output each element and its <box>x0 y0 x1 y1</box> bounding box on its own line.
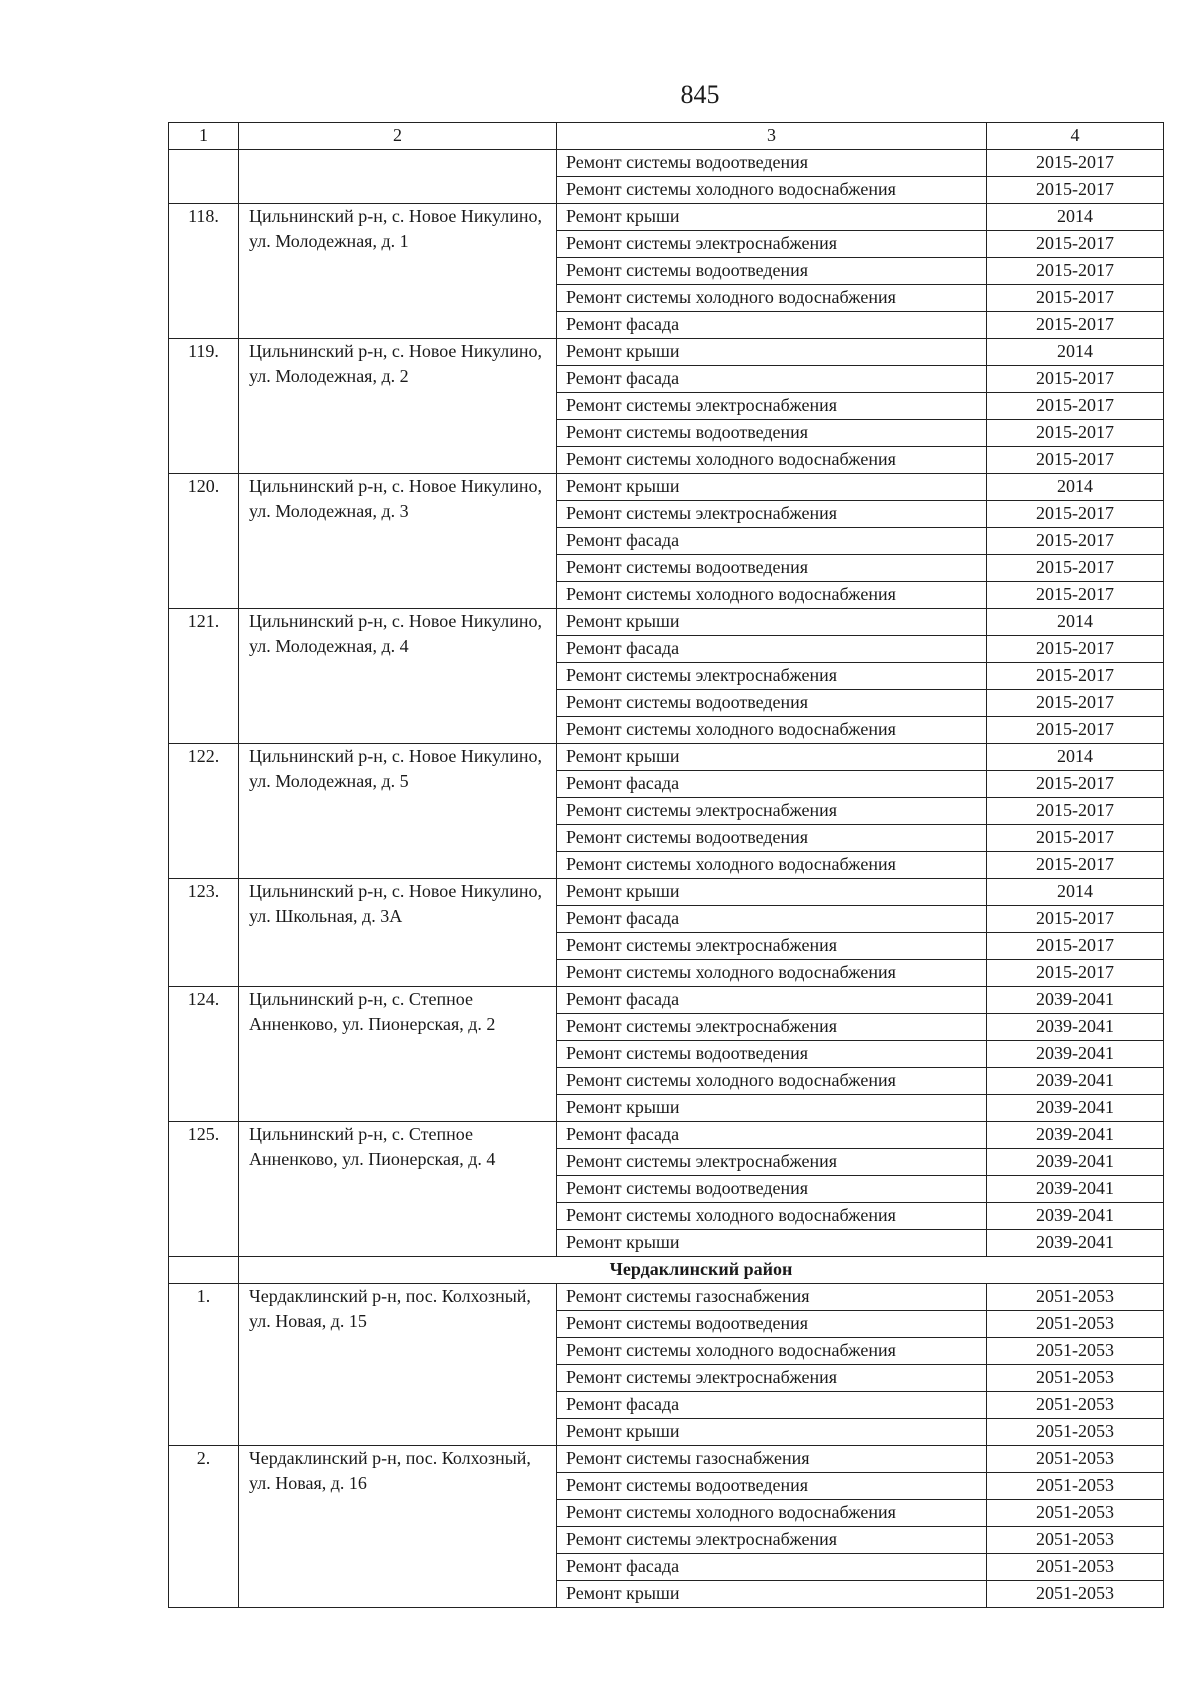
work-period: 2039-2041 <box>987 1122 1164 1149</box>
work-period: 2051-2053 <box>987 1311 1164 1338</box>
work-type: Ремонт системы холодного водоснабжения <box>557 1068 987 1095</box>
work-period: 2015-2017 <box>987 690 1164 717</box>
work-type: Ремонт фасада <box>557 636 987 663</box>
work-period: 2015-2017 <box>987 150 1164 177</box>
table-row <box>169 879 1164 906</box>
table-body <box>169 123 1164 1608</box>
entry-address <box>239 150 557 204</box>
work-period: 2051-2053 <box>987 1554 1164 1581</box>
work-period: 2015-2017 <box>987 771 1164 798</box>
work-period: 2014 <box>987 339 1164 366</box>
column-header: 3 <box>557 123 987 150</box>
work-period: 2015-2017 <box>987 825 1164 852</box>
work-period: 2015-2017 <box>987 420 1164 447</box>
work-type: Ремонт системы холодного водоснабжения <box>557 447 987 474</box>
entry-address: Цильнинский р-н, с. Степное Анненково, ул. Пионерская, д. 2 <box>239 987 557 1122</box>
column-header: 1 <box>169 123 239 150</box>
table-row <box>169 474 1164 501</box>
work-period: 2051-2053 <box>987 1392 1164 1419</box>
work-type: Ремонт системы холодного водоснабжения <box>557 960 987 987</box>
work-period: 2015-2017 <box>987 933 1164 960</box>
work-type: Ремонт системы электроснабжения <box>557 1014 987 1041</box>
work-type: Ремонт системы водоотведения <box>557 258 987 285</box>
work-type: Ремонт системы газоснабжения <box>557 1446 987 1473</box>
work-type: Ремонт крыши <box>557 1419 987 1446</box>
entry-address: Цильнинский р-н, с. Новое Никулино, ул. Молодежная, д. 2 <box>239 339 557 474</box>
work-period: 2015-2017 <box>987 177 1164 204</box>
table-row <box>169 204 1164 231</box>
work-type: Ремонт фасада <box>557 1122 987 1149</box>
work-type: Ремонт системы электроснабжения <box>557 501 987 528</box>
work-period: 2051-2053 <box>987 1338 1164 1365</box>
work-type: Ремонт крыши <box>557 744 987 771</box>
column-header: 4 <box>987 123 1164 150</box>
table-row <box>169 987 1164 1014</box>
work-period: 2015-2017 <box>987 663 1164 690</box>
entry-number: 2. <box>169 1446 239 1608</box>
entry-number: 1. <box>169 1284 239 1446</box>
work-type: Ремонт крыши <box>557 609 987 636</box>
work-type: Ремонт фасада <box>557 906 987 933</box>
entry-number: 123. <box>169 879 239 987</box>
entry-number <box>169 150 239 204</box>
work-period: 2039-2041 <box>987 1095 1164 1122</box>
work-period: 2039-2041 <box>987 1149 1164 1176</box>
entry-address: Цильнинский р-н, с. Новое Никулино, ул. Молодежная, д. 3 <box>239 474 557 609</box>
work-period: 2015-2017 <box>987 312 1164 339</box>
entry-number: 118. <box>169 204 239 339</box>
table-row <box>169 1446 1164 1473</box>
work-type: Ремонт крыши <box>557 1581 987 1608</box>
district-spacer <box>169 1257 239 1284</box>
work-type: Ремонт системы холодного водоснабжения <box>557 1338 987 1365</box>
work-period: 2051-2053 <box>987 1500 1164 1527</box>
work-type: Ремонт системы холодного водоснабжения <box>557 1500 987 1527</box>
work-period: 2015-2017 <box>987 366 1164 393</box>
entry-address: Цильнинский р-н, с. Степное Анненково, ул. Пионерская, д. 4 <box>239 1122 557 1257</box>
work-type: Ремонт системы водоотведения <box>557 1311 987 1338</box>
work-type: Ремонт системы электроснабжения <box>557 1365 987 1392</box>
work-type: Ремонт системы электроснабжения <box>557 1149 987 1176</box>
work-period: 2015-2017 <box>987 393 1164 420</box>
work-period: 2051-2053 <box>987 1527 1164 1554</box>
work-type: Ремонт системы холодного водоснабжения <box>557 852 987 879</box>
table-row <box>169 1284 1164 1311</box>
entry-address: Чердаклинский р-н, пос. Колхозный, ул. Новая, д. 16 <box>239 1446 557 1608</box>
work-period: 2015-2017 <box>987 258 1164 285</box>
work-period: 2015-2017 <box>987 555 1164 582</box>
work-type: Ремонт системы холодного водоснабжения <box>557 717 987 744</box>
entry-number: 120. <box>169 474 239 609</box>
work-type: Ремонт фасада <box>557 312 987 339</box>
entry-address: Чердаклинский р-н, пос. Колхозный, ул. Новая, д. 15 <box>239 1284 557 1446</box>
table-header-row <box>169 123 1164 150</box>
work-type: Ремонт системы электроснабжения <box>557 1527 987 1554</box>
work-period: 2015-2017 <box>987 501 1164 528</box>
work-period: 2039-2041 <box>987 1230 1164 1257</box>
work-period: 2051-2053 <box>987 1419 1164 1446</box>
entry-number: 119. <box>169 339 239 474</box>
work-period: 2015-2017 <box>987 636 1164 663</box>
entry-address: Цильнинский р-н, с. Новое Никулино, ул. Молодежная, д. 5 <box>239 744 557 879</box>
work-type: Ремонт системы холодного водоснабжения <box>557 285 987 312</box>
work-type: Ремонт крыши <box>557 1095 987 1122</box>
work-period: 2051-2053 <box>987 1446 1164 1473</box>
work-type: Ремонт системы водоотведения <box>557 825 987 852</box>
work-type: Ремонт системы водоотведения <box>557 1041 987 1068</box>
work-type: Ремонт системы водоотведения <box>557 1176 987 1203</box>
work-period: 2014 <box>987 204 1164 231</box>
work-period: 2051-2053 <box>987 1365 1164 1392</box>
work-type: Ремонт фасада <box>557 987 987 1014</box>
work-type: Ремонт системы водоотведения <box>557 150 987 177</box>
work-type: Ремонт системы электроснабжения <box>557 798 987 825</box>
table-row <box>169 150 1164 177</box>
work-type: Ремонт системы газоснабжения <box>557 1284 987 1311</box>
work-period: 2039-2041 <box>987 1068 1164 1095</box>
work-period: 2015-2017 <box>987 798 1164 825</box>
work-type: Ремонт системы электроснабжения <box>557 663 987 690</box>
column-header: 2 <box>239 123 557 150</box>
work-period: 2015-2017 <box>987 582 1164 609</box>
work-period: 2015-2017 <box>987 717 1164 744</box>
work-type: Ремонт фасада <box>557 528 987 555</box>
district-name: Чердаклинский район <box>239 1257 1164 1284</box>
entry-address: Цильнинский р-н, с. Новое Никулино, ул. Молодежная, д. 1 <box>239 204 557 339</box>
work-type: Ремонт системы водоотведения <box>557 420 987 447</box>
work-type: Ремонт крыши <box>557 474 987 501</box>
work-type: Ремонт системы водоотведения <box>557 1473 987 1500</box>
work-period: 2015-2017 <box>987 285 1164 312</box>
district-heading-row <box>169 1257 1164 1284</box>
work-type: Ремонт системы холодного водоснабжения <box>557 177 987 204</box>
work-type: Ремонт системы электроснабжения <box>557 933 987 960</box>
page-number: 845 <box>680 80 720 109</box>
entry-number: 124. <box>169 987 239 1122</box>
work-period: 2014 <box>987 744 1164 771</box>
entry-number: 121. <box>169 609 239 744</box>
work-period: 2015-2017 <box>987 852 1164 879</box>
work-period: 2051-2053 <box>987 1581 1164 1608</box>
work-type: Ремонт системы водоотведения <box>557 690 987 717</box>
work-type: Ремонт крыши <box>557 204 987 231</box>
work-type: Ремонт системы холодного водоснабжения <box>557 1203 987 1230</box>
work-type: Ремонт системы электроснабжения <box>557 231 987 258</box>
work-type: Ремонт крыши <box>557 1230 987 1257</box>
work-period: 2015-2017 <box>987 231 1164 258</box>
work-period: 2039-2041 <box>987 1041 1164 1068</box>
entry-number: 122. <box>169 744 239 879</box>
work-type: Ремонт системы электроснабжения <box>557 393 987 420</box>
work-period: 2015-2017 <box>987 528 1164 555</box>
table-row <box>169 744 1164 771</box>
work-type: Ремонт крыши <box>557 879 987 906</box>
entry-number: 125. <box>169 1122 239 1257</box>
work-period: 2039-2041 <box>987 1014 1164 1041</box>
work-type: Ремонт фасада <box>557 1554 987 1581</box>
work-type: Ремонт фасада <box>557 1392 987 1419</box>
work-type: Ремонт системы холодного водоснабжения <box>557 582 987 609</box>
work-period: 2051-2053 <box>987 1284 1164 1311</box>
work-type: Ремонт фасада <box>557 366 987 393</box>
entry-address: Цильнинский р-н, с. Новое Никулино, ул. Школьная, д. 3А <box>239 879 557 987</box>
table-row <box>169 609 1164 636</box>
work-type: Ремонт крыши <box>557 339 987 366</box>
table-row <box>169 1122 1164 1149</box>
work-period: 2014 <box>987 609 1164 636</box>
work-period: 2014 <box>987 474 1164 501</box>
work-period: 2015-2017 <box>987 906 1164 933</box>
work-period: 2039-2041 <box>987 987 1164 1014</box>
work-period: 2015-2017 <box>987 960 1164 987</box>
work-period: 2039-2041 <box>987 1176 1164 1203</box>
work-period: 2051-2053 <box>987 1473 1164 1500</box>
work-type: Ремонт фасада <box>557 771 987 798</box>
entry-address: Цильнинский р-н, с. Новое Никулино, ул. Молодежная, д. 4 <box>239 609 557 744</box>
work-period: 2015-2017 <box>987 447 1164 474</box>
work-period: 2014 <box>987 879 1164 906</box>
work-period: 2039-2041 <box>987 1203 1164 1230</box>
repair-schedule-table <box>168 122 1164 1608</box>
table-row <box>169 339 1164 366</box>
work-type: Ремонт системы водоотведения <box>557 555 987 582</box>
